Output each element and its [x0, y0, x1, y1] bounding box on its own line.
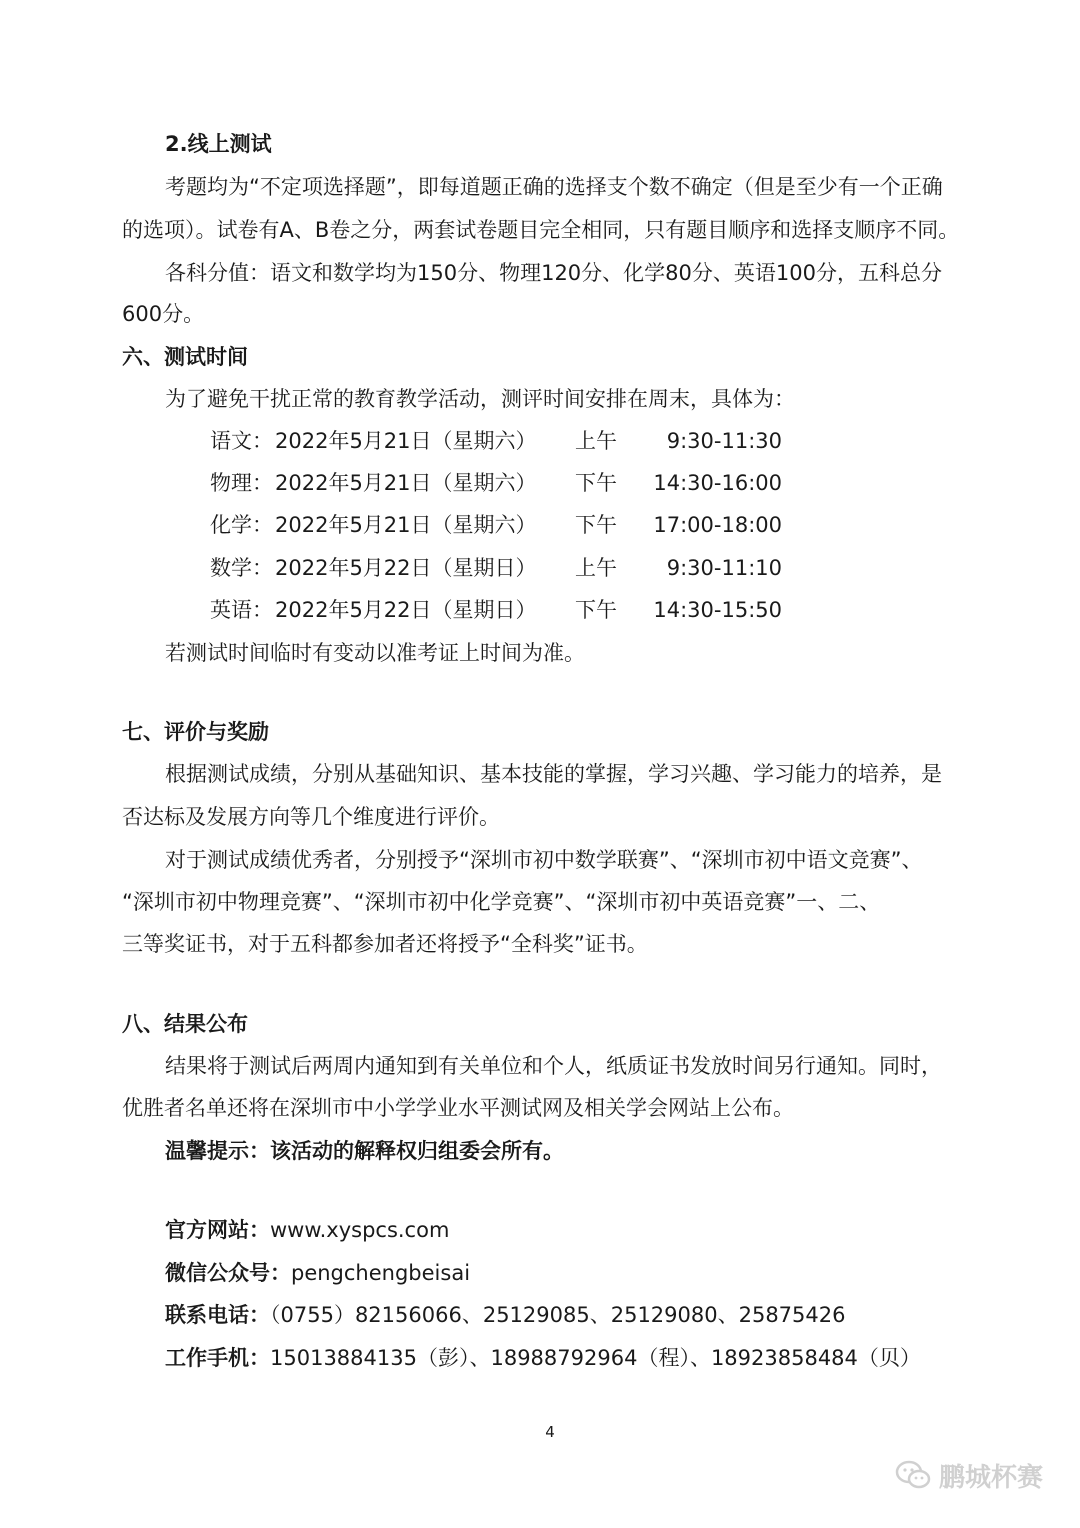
section-7-paragraph-2-line-2: “深圳市初中物理竞赛”、“深圳市初中化学竞赛”、“深圳市初中英语竞赛”一、二、	[122, 890, 881, 914]
contact-mobile	[165, 1343, 921, 1373]
schedule-period: 下午	[575, 513, 617, 537]
schedule-date: 2022年5月22日（星期日）	[275, 598, 537, 622]
section-8-paragraph-line-1: 结果将于测试后两周内通知到有关单位和个人，纸质证书发放时间另行通知。同时，	[165, 1054, 942, 1078]
contact-mobile-value: 15013884135（彭）、18988792964（程）、18923858484（贝）	[270, 1346, 921, 1370]
wechat-icon	[895, 1460, 931, 1490]
schedule-subject: 英语：	[210, 598, 273, 622]
schedule-subject: 物理：	[210, 471, 273, 495]
schedule-row-english	[0, 595, 1080, 625]
contact-mobile-label: 工作手机：	[165, 1346, 270, 1370]
schedule-period: 下午	[575, 598, 617, 622]
contact-phone	[165, 1300, 846, 1330]
contact-wechat	[165, 1258, 470, 1288]
watermark	[895, 1455, 1043, 1495]
schedule-subject: 语文：	[210, 429, 273, 453]
online-test-paragraph-2-line-2: 600分。	[122, 302, 205, 326]
page-number: 4	[545, 1423, 555, 1441]
schedule-date: 2022年5月22日（星期日）	[275, 556, 537, 580]
schedule-time: 17:00-18:00	[653, 513, 782, 537]
section-7-heading: 七、评价与奖励	[122, 720, 269, 744]
online-test-paragraph-2-line-1: 各科分值：语文和数学均为150分、物理120分、化学80分、英语100分，五科总分	[165, 261, 942, 285]
schedule-row-physics	[0, 468, 1080, 498]
notice-tip: 温馨提示：该活动的解释权归组委会所有。	[165, 1139, 564, 1163]
watermark-text: 鹏城杯赛	[939, 1462, 1044, 1493]
contact-phone-label: 联系电话：	[165, 1303, 270, 1327]
section-8-heading: 八、结果公布	[122, 1012, 248, 1036]
schedule-date: 2022年5月21日（星期六）	[275, 429, 537, 453]
schedule-date: 2022年5月21日（星期六）	[275, 513, 537, 537]
section-8-paragraph-line-2: 优胜者名单还将在深圳市中小学学业水平测试网及相关学会网站上公布。	[122, 1096, 794, 1120]
schedule-row-chinese	[0, 426, 1080, 456]
schedule-subject: 数学：	[210, 556, 273, 580]
online-test-paragraph-1-line-1: 考题均为“不定项选择题”，即每道题正确的选择支个数不确定（但是至少有一个正确	[165, 175, 943, 199]
section-7-paragraph-1-line-1: 根据测试成绩，分别从基础知识、基本技能的掌握，学习兴趣、学习能力的培养，是	[165, 762, 942, 786]
contact-website	[165, 1215, 449, 1245]
schedule-time: 14:30-15:50	[653, 598, 782, 622]
section-6-intro: 为了避免干扰正常的教育教学活动，测评时间安排在周末，具体为：	[165, 387, 795, 411]
contact-wechat-label: 微信公众号：	[165, 1261, 291, 1285]
schedule-period: 上午	[575, 429, 617, 453]
online-test-heading: 2.线上测试	[165, 132, 272, 156]
section-6-heading: 六、测试时间	[122, 345, 248, 369]
schedule-row-chemistry	[0, 510, 1080, 540]
schedule-time: 14:30-16:00	[653, 471, 782, 495]
section-6-note: 若测试时间临时有变动以准考证上时间为准。	[165, 641, 585, 665]
schedule-time: 9:30-11:30	[666, 429, 782, 453]
section-7-paragraph-1-line-2: 否达标及发展方向等几个维度进行评价。	[122, 805, 500, 829]
schedule-subject: 化学：	[210, 513, 273, 537]
online-test-paragraph-1-line-2: 的选项）。试卷有A、B卷之分，两套试卷题目完全相同，只有题目顺序和选择支顺序不同。	[122, 218, 960, 242]
schedule-period: 上午	[575, 556, 617, 580]
schedule-date: 2022年5月21日（星期六）	[275, 471, 537, 495]
schedule-row-math	[0, 553, 1080, 583]
contact-website-label: 官方网站：	[165, 1218, 270, 1242]
section-7-paragraph-2-line-1: 对于测试成绩优秀者，分别授予“深圳市初中数学联赛”、“深圳市初中语文竞赛”、	[165, 848, 923, 872]
schedule-time: 9:30-11:10	[666, 556, 782, 580]
schedule-period: 下午	[575, 471, 617, 495]
contact-wechat-value: pengchengbeisai	[291, 1261, 471, 1285]
section-7-paragraph-2-line-3: 三等奖证书，对于五科都参加者还将授予“全科奖”证书。	[122, 932, 648, 956]
contact-phone-value: （0755）82156066、25129085、25129080、25875426	[270, 1303, 846, 1327]
contact-website-value: www.xyspcs.com	[270, 1218, 450, 1242]
